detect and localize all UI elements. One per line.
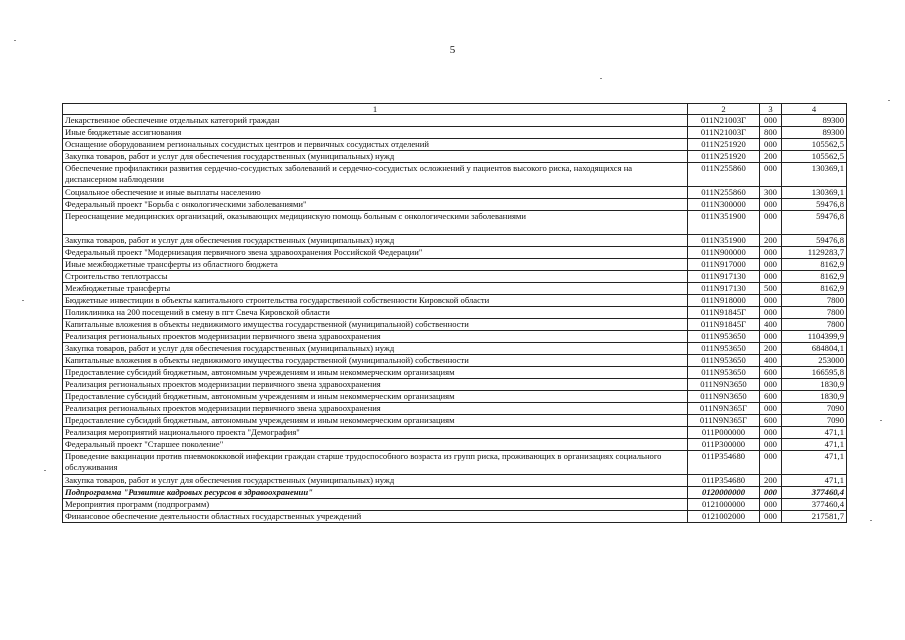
cell-expense-type: 000 (760, 163, 782, 187)
table-row (63, 403, 847, 415)
cell-expense-type: 200 (760, 475, 782, 487)
table-row (63, 139, 847, 151)
cell-amount: 377460,4 (782, 499, 847, 511)
cell-expense-type: 000 (760, 487, 782, 499)
cell-name: Реализация мероприятий национального проекта "Демография" (63, 427, 688, 439)
table-row (63, 343, 847, 355)
cell-amount: 130369,1 (782, 187, 847, 199)
header-col-1: 1 (63, 104, 688, 115)
cell-expense-type: 000 (760, 271, 782, 283)
table-row (63, 151, 847, 163)
table-row (63, 427, 847, 439)
cell-name: Мероприятия программ (подпрограмм) (63, 499, 688, 511)
page-number: 5 (449, 44, 456, 56)
cell-name: Проведение вакцинации против пневмококковой инфекции граждан старше трудоспособного возраста из групп риска, проживающих в организациях социального обслуживания (63, 451, 688, 475)
cell-name: Межбюджетные трансферты (63, 283, 688, 295)
cell-code: 011P354680 (688, 475, 760, 487)
cell-amount: 1830,9 (782, 391, 847, 403)
cell-amount: 217581,7 (782, 511, 847, 523)
cell-name: Федеральный проект "Модернизация первичного звена здравоохранения Российской Федерации" (63, 247, 688, 259)
cell-name: Бюджетные инвестиции в объекты капитального строительства государственной собственности Кировской области (63, 295, 688, 307)
table-row (63, 187, 847, 199)
cell-expense-type: 000 (760, 295, 782, 307)
cell-code: 011N953650 (688, 343, 760, 355)
cell-expense-type: 000 (760, 307, 782, 319)
cell-expense-type: 000 (760, 331, 782, 343)
cell-code: 011N91845Г (688, 307, 760, 319)
cell-expense-type: 400 (760, 319, 782, 331)
cell-amount: 7090 (782, 403, 847, 415)
cell-code: 011N917130 (688, 271, 760, 283)
table-row (63, 511, 847, 523)
cell-expense-type: 400 (760, 355, 782, 367)
cell-code: 011P000000 (688, 427, 760, 439)
table-body (63, 115, 847, 523)
cell-expense-type: 800 (760, 127, 782, 139)
table-row (63, 235, 847, 247)
cell-name: Закупка товаров, работ и услуг для обеспечения государственных (муниципальных) нужд (63, 343, 688, 355)
cell-name: Оснащение оборудованием региональных сосудистых центров и первичных сосудистых отделений (63, 139, 688, 151)
budget-table (62, 103, 847, 523)
cell-name: Обеспечение профилактики развития сердечно-сосудистых заболеваний и сердечно-сосудистых осложнений у пациентов высокого риска, находящихся на диспансерном наблюдении (63, 163, 688, 187)
cell-name: Предоставление субсидий бюджетным, автономным учреждениям и иным некоммерческим организациям (63, 391, 688, 403)
cell-name: Капитальные вложения в объекты недвижимого имущества государственной (муниципальной) собственности (63, 355, 688, 367)
header-col-4: 4 (782, 104, 847, 115)
table-row (63, 283, 847, 295)
cell-code: 011N9N3650 (688, 379, 760, 391)
cell-code: 011P300000 (688, 439, 760, 451)
table-row (63, 163, 847, 187)
cell-code: 011N9N365Г (688, 403, 760, 415)
cell-amount: 471,1 (782, 439, 847, 451)
cell-name: Реализация региональных проектов модернизации первичного звена здравоохранения (63, 403, 688, 415)
cell-code: 011N953650 (688, 355, 760, 367)
cell-name: Капитальные вложения в объекты недвижимого имущества государственной (муниципальной) собственности (63, 319, 688, 331)
cell-amount: 7090 (782, 415, 847, 427)
cell-amount: 684804,1 (782, 343, 847, 355)
header-col-2: 2 (688, 104, 760, 115)
table-row (63, 199, 847, 211)
cell-name: Социальное обеспечение и иные выплаты населению (63, 187, 688, 199)
cell-expense-type: 200 (760, 235, 782, 247)
cell-code: 011N953650 (688, 367, 760, 379)
table-row (63, 319, 847, 331)
table-row (63, 307, 847, 319)
cell-name: Реализация региональных проектов модернизации первичного звена здравоохранения (63, 331, 688, 343)
cell-expense-type: 000 (760, 403, 782, 415)
cell-amount: 8162,9 (782, 283, 847, 295)
cell-amount: 8162,9 (782, 259, 847, 271)
cell-expense-type: 000 (760, 511, 782, 523)
table-row (63, 211, 847, 235)
cell-code: 011N300000 (688, 199, 760, 211)
cell-amount: 471,1 (782, 475, 847, 487)
cell-amount: 8162,9 (782, 271, 847, 283)
cell-name: Реализация региональных проектов модернизации первичного звена здравоохранения (63, 379, 688, 391)
cell-name: Финансовое обеспечение деятельности областных государственных учреждений (63, 511, 688, 523)
cell-code: 011N918000 (688, 295, 760, 307)
cell-code: 011N21003Г (688, 115, 760, 127)
cell-code: 011N251920 (688, 151, 760, 163)
cell-code: 011N91845Г (688, 319, 760, 331)
cell-code: 011N9N365Г (688, 415, 760, 427)
cell-expense-type: 000 (760, 247, 782, 259)
cell-amount: 1104399,9 (782, 331, 847, 343)
cell-name: Закупка товаров, работ и услуг для обеспечения государственных (муниципальных) нужд (63, 151, 688, 163)
cell-amount: 253000 (782, 355, 847, 367)
cell-amount: 377460,4 (782, 487, 847, 499)
cell-name: Подпрограмма "Развитие кадровых ресурсов в здравоохранении" (63, 487, 688, 499)
cell-code: 011N255860 (688, 163, 760, 187)
cell-expense-type: 000 (760, 115, 782, 127)
cell-expense-type: 000 (760, 139, 782, 151)
cell-name: Иные межбюджетные трансферты из областного бюджета (63, 259, 688, 271)
table-row (63, 115, 847, 127)
cell-code: 011N917130 (688, 283, 760, 295)
cell-expense-type: 600 (760, 391, 782, 403)
cell-name: Закупка товаров, работ и услуг для обеспечения государственных (муниципальных) нужд (63, 235, 688, 247)
table-row (63, 439, 847, 451)
table-row (63, 127, 847, 139)
cell-expense-type: 200 (760, 343, 782, 355)
cell-amount: 471,1 (782, 427, 847, 439)
cell-name: Поликлиника на 200 посещений в смену в пгт Свеча Кировской области (63, 307, 688, 319)
cell-name: Иные бюджетные ассигнования (63, 127, 688, 139)
table-row (63, 451, 847, 475)
cell-code: 011N9N3650 (688, 391, 760, 403)
table-row (63, 355, 847, 367)
cell-name: Предоставление субсидий бюджетным, автономным учреждениям и иным некоммерческим организациям (63, 367, 688, 379)
table-row (63, 415, 847, 427)
cell-name: Федеральный проект "Старшее поколение" (63, 439, 688, 451)
cell-expense-type: 600 (760, 415, 782, 427)
cell-expense-type: 600 (760, 367, 782, 379)
cell-name: Федеральный проект "Борьба с онкологическими заболеваниями" (63, 199, 688, 211)
cell-code: 011N351900 (688, 211, 760, 235)
cell-amount: 130369,1 (782, 163, 847, 187)
cell-code: 011N251920 (688, 139, 760, 151)
table-row (63, 295, 847, 307)
cell-code: 011N255860 (688, 187, 760, 199)
cell-amount: 105562,5 (782, 139, 847, 151)
cell-name: Строительство теплотрассы (63, 271, 688, 283)
table-row (63, 475, 847, 487)
cell-expense-type: 000 (760, 439, 782, 451)
cell-amount: 471,1 (782, 451, 847, 475)
cell-amount: 7800 (782, 295, 847, 307)
cell-name: Лекарственное обеспечение отдельных категорий граждан (63, 115, 688, 127)
cell-amount: 89300 (782, 115, 847, 127)
table-row (63, 391, 847, 403)
cell-code: 0121000000 (688, 499, 760, 511)
cell-code: 011N953650 (688, 331, 760, 343)
cell-expense-type: 000 (760, 379, 782, 391)
cell-name: Закупка товаров, работ и услуг для обеспечения государственных (муниципальных) нужд (63, 475, 688, 487)
table-row (63, 259, 847, 271)
cell-code: 011N900000 (688, 247, 760, 259)
table-row (63, 331, 847, 343)
cell-amount: 59476,8 (782, 199, 847, 211)
cell-amount: 166595,8 (782, 367, 847, 379)
cell-amount: 59476,8 (782, 211, 847, 235)
table-row (63, 271, 847, 283)
cell-name: Предоставление субсидий бюджетным, автономным учреждениям и иным некоммерческим организациям (63, 415, 688, 427)
cell-code: 0121002000 (688, 511, 760, 523)
cell-amount: 7800 (782, 307, 847, 319)
cell-expense-type: 000 (760, 199, 782, 211)
cell-amount: 1830,9 (782, 379, 847, 391)
cell-name: Переоснащение медицинских организаций, оказывающих медицинскую помощь больным с онкологическими заболеваниями (63, 211, 688, 235)
cell-expense-type: 000 (760, 451, 782, 475)
cell-expense-type: 200 (760, 151, 782, 163)
cell-code: 011N351900 (688, 235, 760, 247)
cell-expense-type: 000 (760, 259, 782, 271)
cell-expense-type: 000 (760, 211, 782, 235)
cell-code: 011P354680 (688, 451, 760, 475)
cell-code: 0120000000 (688, 487, 760, 499)
cell-expense-type: 000 (760, 427, 782, 439)
table-row (63, 499, 847, 511)
cell-code: 011N21003Г (688, 127, 760, 139)
cell-code: 011N917000 (688, 259, 760, 271)
header-col-3: 3 (760, 104, 782, 115)
table-row (63, 487, 847, 499)
cell-amount: 7800 (782, 319, 847, 331)
cell-expense-type: 500 (760, 283, 782, 295)
table-row (63, 379, 847, 391)
cell-amount: 59476,8 (782, 235, 847, 247)
table-header-row (63, 104, 847, 115)
cell-expense-type: 000 (760, 499, 782, 511)
table-row (63, 367, 847, 379)
cell-expense-type: 300 (760, 187, 782, 199)
cell-amount: 105562,5 (782, 151, 847, 163)
cell-amount: 1129283,7 (782, 247, 847, 259)
cell-amount: 89300 (782, 127, 847, 139)
table-row (63, 247, 847, 259)
